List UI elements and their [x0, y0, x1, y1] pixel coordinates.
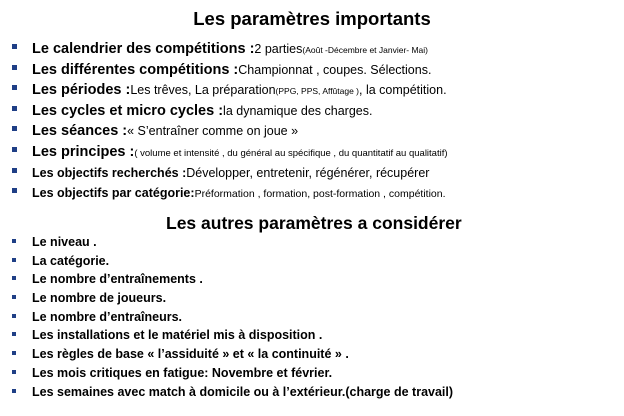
list-item: [12, 366, 620, 385]
item-detail: (PPG, PPS, Affûtage ): [275, 86, 360, 97]
bullet-icon: [12, 295, 16, 299]
item-label: Les semaines avec match à domicile ou à l’extérieur.(charge de travail): [32, 384, 454, 399]
list-item: [12, 385, 620, 404]
item-label: Les différentes compétitions :: [32, 61, 239, 78]
item-label: Les cycles et micro cycles :: [32, 102, 224, 119]
bullet-icon: [12, 370, 16, 374]
item-detail: ( volume et intensité , du général au spécifique , du quantitatif au qualitatif): [134, 147, 448, 159]
section1-title: Les paramètres importants: [193, 8, 431, 29]
bullet-icon: [12, 147, 17, 152]
item-label: Le nombre d’entraîneurs.: [32, 309, 183, 324]
bullet-icon: [12, 168, 17, 173]
list-item-cycles: [12, 103, 620, 124]
section2-title: Les autres paramètres a considérer: [166, 213, 462, 233]
item-label-text: Les objectifs recherchés :: [32, 165, 187, 180]
list-item-principes: [12, 144, 620, 165]
bullet-icon: [12, 314, 16, 318]
bullet-icon: [12, 106, 17, 111]
list-item-competitions: [12, 62, 620, 83]
list-item-calendrier: [12, 41, 620, 62]
item-value: la dynamique des charges.: [223, 103, 373, 118]
list-item: [12, 310, 620, 329]
section1-list: [12, 41, 620, 206]
list-item-objectifs: [12, 165, 620, 186]
item-label: Le niveau .: [32, 235, 97, 249]
item-label-text: Les objectifs par catégorie:: [32, 186, 195, 201]
bullet-icon: [12, 258, 16, 262]
bullet-icon: [12, 276, 16, 280]
list-item: [12, 254, 620, 273]
list-item: [12, 347, 620, 366]
bullet-icon: [12, 126, 17, 131]
item-label: Les principes :: [32, 143, 135, 160]
item-detail: (Août -Décembre et Janvier- Mai): [302, 45, 429, 55]
bullet-icon: [12, 188, 17, 193]
item-label: Les mois critiques en fatigue: Novembre et février.: [32, 365, 333, 380]
item-label: Les périodes :: [32, 82, 131, 99]
list-item: [12, 235, 620, 254]
item-value: Préformation , formation, post-formation , compétition.: [194, 188, 446, 201]
item-value: Les trêves, La préparation: [130, 83, 276, 98]
item-label: Le calendrier des compétitions :: [32, 41, 255, 57]
list-item-seances: [12, 123, 620, 144]
item-value: 2 parties: [254, 42, 303, 56]
item-value: Développer, entretenir, régénérer, récupérer: [186, 165, 430, 180]
item-label: Les installations et le matériel mis à disposition .: [32, 328, 323, 343]
item-label: [32, 165, 186, 181]
item-label: Le nombre de joueurs.: [32, 291, 167, 306]
item-label: [32, 185, 195, 201]
section2-list: [12, 235, 620, 403]
bullet-icon: [12, 389, 16, 393]
bullet-icon: [12, 44, 17, 49]
bullet-icon: [12, 239, 16, 243]
item-label: Les règles de base « l’assiduité » et « la continuité » .: [32, 347, 349, 362]
bullet-icon: [12, 332, 16, 336]
item-label: La catégorie.: [32, 253, 110, 268]
list-item-periodes: [12, 82, 620, 103]
bullet-icon: [12, 351, 16, 355]
item-value: Championnat , coupes. Sélections.: [238, 62, 432, 77]
bullet-icon: [12, 85, 17, 90]
item-value: « S’entraîner comme on joue »: [127, 124, 299, 139]
list-item: [12, 328, 620, 347]
item-value-end: , la compétition.: [359, 83, 447, 98]
bullet-icon: [12, 65, 17, 70]
item-label: Le nombre d’entraînements .: [32, 272, 203, 287]
item-label: Les séances :: [32, 123, 128, 140]
list-item-objectifs-categorie: [12, 185, 620, 206]
list-item: [12, 272, 620, 291]
list-item: [12, 291, 620, 310]
